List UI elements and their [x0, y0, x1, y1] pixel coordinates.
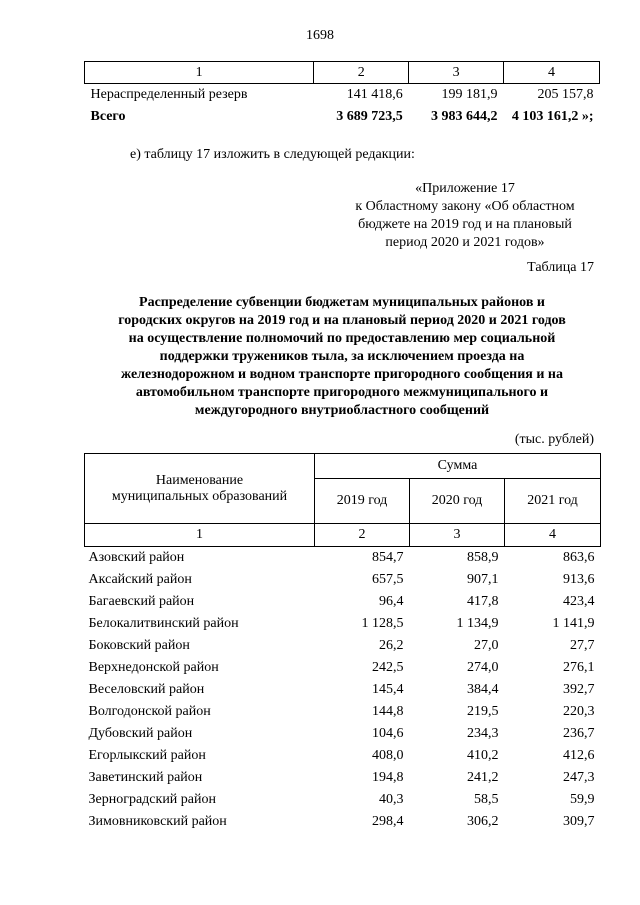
value-2020: 234,3	[467, 726, 499, 741]
annex-block	[336, 180, 594, 252]
table-row	[85, 679, 601, 701]
value-2021: 423,4	[563, 594, 595, 609]
municipality-name: Верхнедонской район	[88, 660, 219, 675]
value-2020: 858,9	[467, 550, 499, 565]
value-2021: 863,6	[563, 550, 595, 565]
table-row	[85, 745, 601, 767]
table-row	[85, 789, 601, 811]
value-2019: 854,7	[372, 550, 404, 565]
top-table-col-4: 4	[504, 62, 600, 84]
value-2020: 417,8	[467, 594, 499, 609]
row-label: Всего	[90, 109, 126, 124]
col-number: 4	[505, 524, 601, 547]
header-line: Наименование	[155, 472, 244, 488]
value-2020: 241,2	[467, 770, 499, 785]
value-2019: 3 689 723,5	[336, 109, 403, 124]
title-line: железнодорожном и водном транспорте пригородного сообщения и на	[120, 367, 564, 382]
annex-line: «Приложение 17	[415, 181, 515, 196]
municipality-name: Азовский район	[88, 550, 185, 565]
title-line: автомобильном транспорте пригородного межмуниципального и	[135, 385, 549, 400]
value-2021: 247,3	[563, 770, 595, 785]
annex-line: к Областному закону «Об областном	[355, 199, 575, 214]
top-table-header	[85, 62, 600, 84]
value-2019: 141 418,6	[346, 87, 403, 102]
col-number: 2	[315, 524, 410, 547]
table-row	[85, 547, 601, 570]
table-row	[85, 723, 601, 745]
table-row	[85, 569, 601, 591]
name-column-header	[85, 454, 315, 524]
value-2020: 27,0	[474, 638, 499, 653]
value-2021: 27,7	[570, 638, 595, 653]
title-line: на осуществление полномочий по предоставлению мер социальной	[128, 331, 556, 346]
value-2019: 298,4	[372, 814, 404, 829]
top-table-col-1: 1	[85, 62, 314, 84]
municipality-name: Веселовский район	[88, 682, 205, 697]
col-number: 3	[410, 524, 505, 547]
top-table-total-row	[85, 106, 600, 128]
value-2021: 309,7	[563, 814, 595, 829]
value-2021: 4 103 161,2 »;	[511, 109, 594, 124]
municipality-name: Аксайский район	[88, 572, 192, 587]
sum-header: Сумма	[315, 454, 601, 479]
table-row	[85, 613, 601, 635]
table-row	[85, 591, 601, 613]
value-2019: 1 128,5	[361, 616, 404, 631]
table-row	[85, 635, 601, 657]
value-2021: 205 157,8	[537, 87, 594, 102]
municipality-name: Дубовский район	[88, 726, 193, 741]
value-2019: 40,3	[379, 792, 404, 807]
value-2021: 220,3	[563, 704, 595, 719]
top-table-col-2: 2	[314, 62, 409, 84]
year-header-2020: 2020 год	[410, 479, 505, 524]
municipality-name: Багаевский район	[88, 594, 195, 609]
value-2019: 194,8	[372, 770, 404, 785]
value-2020: 199 181,9	[441, 87, 498, 102]
col-number: 1	[85, 524, 315, 547]
intro-text: е) таблицу 17 изложить в следующей редакции:	[130, 147, 415, 162]
value-2019: 26,2	[379, 638, 404, 653]
top-table	[84, 61, 600, 128]
annex-line: бюджете на 2019 год и на плановый	[358, 217, 572, 232]
table-label: Таблица 17	[527, 260, 594, 275]
value-2019: 144,8	[372, 704, 404, 719]
value-2019: 96,4	[379, 594, 404, 609]
title-line: междугородного внутриобластного сообщений	[194, 403, 490, 418]
value-2019: 104,6	[372, 726, 404, 741]
value-2020: 3 983 644,2	[431, 109, 498, 124]
value-2019: 408,0	[372, 748, 404, 763]
value-2020: 410,2	[467, 748, 499, 763]
year-header-2019: 2019 год	[315, 479, 410, 524]
municipality-name: Волгодонской район	[88, 704, 211, 719]
value-2021: 59,9	[570, 792, 595, 807]
municipality-name: Зерноградский район	[88, 792, 216, 807]
value-2020: 306,2	[467, 814, 499, 829]
value-2021: 412,6	[563, 748, 595, 763]
value-2019: 242,5	[372, 660, 404, 675]
value-2020: 907,1	[467, 572, 499, 587]
value-2021: 236,7	[563, 726, 595, 741]
title-line: городских округов на 2019 год и на плановый период 2020 и 2021 годов	[118, 313, 566, 328]
table-row	[85, 767, 601, 789]
main-table-body	[85, 547, 601, 834]
page-number: 1698	[306, 28, 334, 43]
table-row	[85, 701, 601, 723]
document-title	[84, 294, 600, 420]
value-2019: 145,4	[372, 682, 404, 697]
value-2021: 913,6	[563, 572, 595, 587]
municipality-name: Боковский район	[88, 638, 190, 653]
municipality-name: Белокалитвинский район	[88, 616, 239, 631]
top-table-row	[85, 84, 600, 107]
value-2021: 1 141,9	[552, 616, 595, 631]
municipality-name: Егорлыкский район	[88, 748, 206, 763]
value-2020: 1 134,9	[456, 616, 499, 631]
municipality-name: Зимовниковский район	[88, 814, 227, 829]
table-row	[85, 811, 601, 833]
value-2021: 392,7	[563, 682, 595, 697]
value-2020: 58,5	[474, 792, 499, 807]
annex-line: период 2020 и 2021 годов»	[385, 235, 545, 250]
title-line: поддержки тружеников тыла, за исключением проезда на	[159, 349, 525, 364]
row-label: Нераспределенный резерв	[90, 87, 248, 102]
value-2020: 384,4	[467, 682, 499, 697]
unit-label: (тыс. рублей)	[514, 432, 594, 447]
table-row	[85, 657, 601, 679]
top-table-col-3: 3	[409, 62, 504, 84]
value-2019: 657,5	[372, 572, 404, 587]
value-2020: 274,0	[467, 660, 499, 675]
header-line: муниципальных образований	[111, 488, 288, 504]
year-header-2021: 2021 год	[505, 479, 601, 524]
title-line: Распределение субвенции бюджетам муниципальных районов и	[139, 295, 545, 310]
value-2021: 276,1	[563, 660, 595, 675]
municipality-name: Заветинский район	[88, 770, 203, 785]
main-table	[84, 453, 601, 833]
value-2020: 219,5	[467, 704, 499, 719]
